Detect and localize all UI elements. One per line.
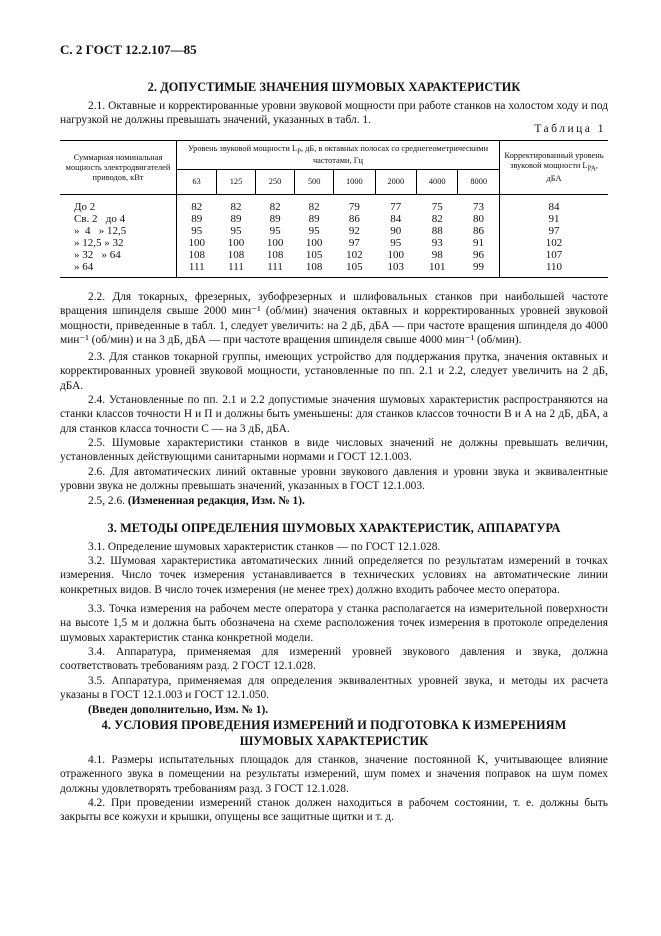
col-corrected-header <box>500 141 609 195</box>
level-cell: 82 <box>431 213 443 225</box>
col-level-rest: , дБ, в октавных полосах со среднегеометрическими частотами, Гц <box>300 143 489 166</box>
paragraph-3-3: 3.3. Точка измерения на рабочем месте оператора у станка располагается на измерительной поверхности на высоте 1,5 м и должна быть обозначена на схеме расположения точек измерения в протоколе определения шумовых характеристик станка конкретной модели. <box>60 603 608 644</box>
freq-header: 4000 <box>417 170 458 195</box>
level-cell: 79 <box>348 201 360 213</box>
corrected-cell: 97 <box>500 225 609 237</box>
table-row <box>60 237 608 249</box>
power-cell: До 2 <box>60 195 177 214</box>
power-cell: » 32 » 64 <box>60 249 177 261</box>
power-cell: » 12,5 » 32 <box>60 237 177 249</box>
paragraph-2-3: 2.3. Для станков токарной группы, имеющих устройство для поддержания прутка, значения октавных и корректированных уровней звуковой мощности, установленные по пп. 2.1 и 2.2, следует увеличить на 2 дБ, дБА. <box>60 351 608 392</box>
level-cell: 89 <box>191 213 203 225</box>
col-power-header <box>60 141 177 195</box>
corrected-cell: 102 <box>500 237 609 249</box>
table-caption: Таблица 1 <box>534 123 606 135</box>
section-4-title-line1: 4. УСЛОВИЯ ПРОВЕДЕНИЯ ИЗМЕРЕНИЙ И ПОДГОТОВКА К ИЗМЕРЕНИЯМ <box>101 718 567 732</box>
paragraph-4-2: 4.2. При проведении измерений станок должен находиться в рабочем состоянии, т. е. должны быть закрыты все кожухи и крышки, опущены все защитные щитки и т. д. <box>60 797 608 824</box>
table-row <box>60 195 608 214</box>
level-cell: 89 <box>308 213 320 225</box>
paragraph-4-1: 4.1. Размеры испытательных площадок для станков, значение постоянной K, учитывающее влияние отраженного звука в помещении на результаты измерений, шум помех и значения поправок на шум помех должны удовлетворять требованиям разд. 3 ГОСТ 12.1.028. <box>60 754 608 795</box>
level-cell: 111 <box>177 261 217 278</box>
page-header: С. 2 ГОСТ 12.2.107—85 <box>60 42 197 57</box>
table-row <box>60 249 608 261</box>
level-cell: 108 <box>188 249 205 261</box>
level-cell: 100 <box>188 237 205 249</box>
paragraph-3-4: 3.4. Аппаратура, применяемая для измерений уровней звукового давления и звука, должна соответствовать требованиям разд. 2 ГОСТ 12.1.028. <box>60 646 608 673</box>
col-level-group-header <box>177 141 500 170</box>
col-corrected-label: Корректированный уровень звуковой мощности L <box>504 151 604 171</box>
level-cell: 77 <box>390 201 402 213</box>
paragraph-2-5: 2.5. Шумовые характеристики станков в виде числовых значений не должны превышать величин, установленных действующими санитарными нормами и ГОСТ 12.1.003. <box>60 437 608 464</box>
level-cell: 100 <box>387 249 405 261</box>
level-cell: 88 <box>431 225 443 237</box>
level-cell: 111 <box>217 261 256 278</box>
note-prefix: 2.5, 2.6. <box>88 495 126 507</box>
level-cell: 108 <box>227 249 245 261</box>
corrected-cell: 110 <box>500 261 609 278</box>
level-cell: 95 <box>191 225 203 237</box>
level-cell: 91 <box>472 237 484 249</box>
level-cell: 95 <box>230 225 242 237</box>
amendment-note-3: (Введен дополнительно, Изм. № 1). <box>88 704 269 716</box>
level-cell: 80 <box>472 213 484 225</box>
freq-header: 63 <box>177 170 217 195</box>
corrected-cell: 91 <box>500 213 609 225</box>
level-cell: 100 <box>227 237 245 249</box>
level-cell: 103 <box>375 261 416 278</box>
col-level-sub: P <box>297 147 301 156</box>
level-cell: 105 <box>334 261 375 278</box>
power-cell: » 64 <box>60 261 177 278</box>
table-row <box>60 225 608 237</box>
level-cell: 89 <box>269 213 281 225</box>
level-cell: 82 <box>191 201 203 213</box>
paragraph-3-1: 3.1. Определение шумовых характеристик станков — по ГОСТ 12.1.028. <box>88 541 441 553</box>
level-cell: 95 <box>269 225 281 237</box>
level-cell: 90 <box>390 225 402 237</box>
note-bold: (Измененная редакция, Изм. № 1). <box>127 495 305 507</box>
level-cell: 100 <box>305 237 323 249</box>
table-row <box>60 213 608 225</box>
power-cell: » 4 » 12,5 <box>60 225 177 237</box>
level-cell: 96 <box>472 249 484 261</box>
paragraph-3-5: 3.5. Аппаратура, применяемая для определения эквивалентных уровней звука, и методы их расчета указаны в ГОСТ 12.1.003 и ГОСТ 12.1.050. <box>60 675 608 702</box>
section-3-title: 3. МЕТОДЫ ОПРЕДЕЛЕНИЯ ШУМОВЫХ ХАРАКТЕРИСТИК, АППАРАТУРА <box>107 521 561 535</box>
freq-header: 250 <box>256 170 295 195</box>
corrected-cell: 84 <box>500 195 609 214</box>
level-cell: 111 <box>256 261 295 278</box>
freq-header: 2000 <box>375 170 416 195</box>
level-cell: 82 <box>269 201 281 213</box>
power-cell: Св. 2 до 4 <box>60 213 177 225</box>
level-cell: 100 <box>266 237 284 249</box>
level-cell: 93 <box>431 237 443 249</box>
level-cell: 89 <box>230 213 242 225</box>
section-4-title-line2: ШУМОВЫХ ХАРАКТЕРИСТИК <box>239 734 429 748</box>
level-cell: 84 <box>390 213 402 225</box>
paragraph-2-4: 2.4. Установленные по пп. 2.1 и 2.2 допустимые значения шумовых характеристик распространяются на станки классов точности Н и П и должны быть уменьшены: для станков классов точности В и А на 2 дБ, дБА, а для станков класса точности С — на 3 дБ, дБА. <box>60 394 608 435</box>
level-cell: 95 <box>308 225 320 237</box>
level-cell: 86 <box>472 225 484 237</box>
freq-header: 500 <box>295 170 334 195</box>
col-level-label: Уровень звуковой мощности L <box>187 143 298 153</box>
level-cell: 86 <box>348 213 360 225</box>
table-row <box>60 261 608 278</box>
paragraph-2-6: 2.6. Для автоматических линий октавные уровни звукового давления и уровни звука и эквивалентные уровни звука не должны превышать значений, указанных в ГОСТ 12.1.003. <box>60 466 608 493</box>
level-cell: 98 <box>431 249 443 261</box>
level-cell: 105 <box>305 249 323 261</box>
freq-header: 125 <box>217 170 256 195</box>
section-2-title: 2. ДОПУСТИМЫЕ ЗНАЧЕНИЯ ШУМОВЫХ ХАРАКТЕРИСТИК <box>147 80 521 94</box>
level-cell: 95 <box>390 237 402 249</box>
level-cell: 101 <box>417 261 458 278</box>
col-power-label: Суммарная номинальная мощность электродвигателей приводов, кВт <box>65 152 171 182</box>
paragraph-3-2: 3.2. Шумовая характеристика автоматических линий определяется по результатам измерений в точках измерения. Число точек измерения устанавливается в технических условиях на автоматические линии конкретных видов. В число точек измерения (не менее трех) должно входить рабочее место оператора. <box>60 555 608 596</box>
col-corrected-unit: , дБА <box>546 161 598 183</box>
freq-header: 8000 <box>458 170 500 195</box>
noise-table <box>60 140 608 278</box>
level-cell: 75 <box>431 201 443 213</box>
corrected-cell: 107 <box>500 249 609 261</box>
level-cell: 82 <box>308 201 320 213</box>
level-cell: 99 <box>458 261 500 278</box>
level-cell: 92 <box>348 225 360 237</box>
level-cell: 82 <box>230 201 242 213</box>
col-corrected-sub: PA <box>587 164 596 173</box>
paragraph-2-2: 2.2. Для токарных, фрезерных, зубофрезерных и шлифовальных станков при наибольшей частоте вращения шпинделя свыше 2000 мин⁻¹ (об/мин) значения октавных и корректированных уровней звуковой мощности, приведенные в табл. 1, следует увеличить: на 2 дБ, дБА — при частоте вращения шпинделя до 4000 мин⁻¹ (об/мин) и на 3 дБ, дБА — при частоте вращения шпинделя свыше 4000 мин⁻¹ (об/мин). <box>60 291 608 347</box>
freq-header: 1000 <box>334 170 375 195</box>
level-cell: 73 <box>472 201 484 213</box>
level-cell: 102 <box>346 249 363 261</box>
level-cell: 108 <box>295 261 334 278</box>
level-cell: 97 <box>348 237 360 249</box>
amendment-note-2 <box>60 494 608 508</box>
level-cell: 108 <box>266 249 284 261</box>
paragraph-2-1: 2.1. Октавные и корректированные уровни звуковой мощности при работе станков на холостом ходу и под нагрузкой не должны превышать значений, указанных в табл. 1. <box>60 100 608 127</box>
